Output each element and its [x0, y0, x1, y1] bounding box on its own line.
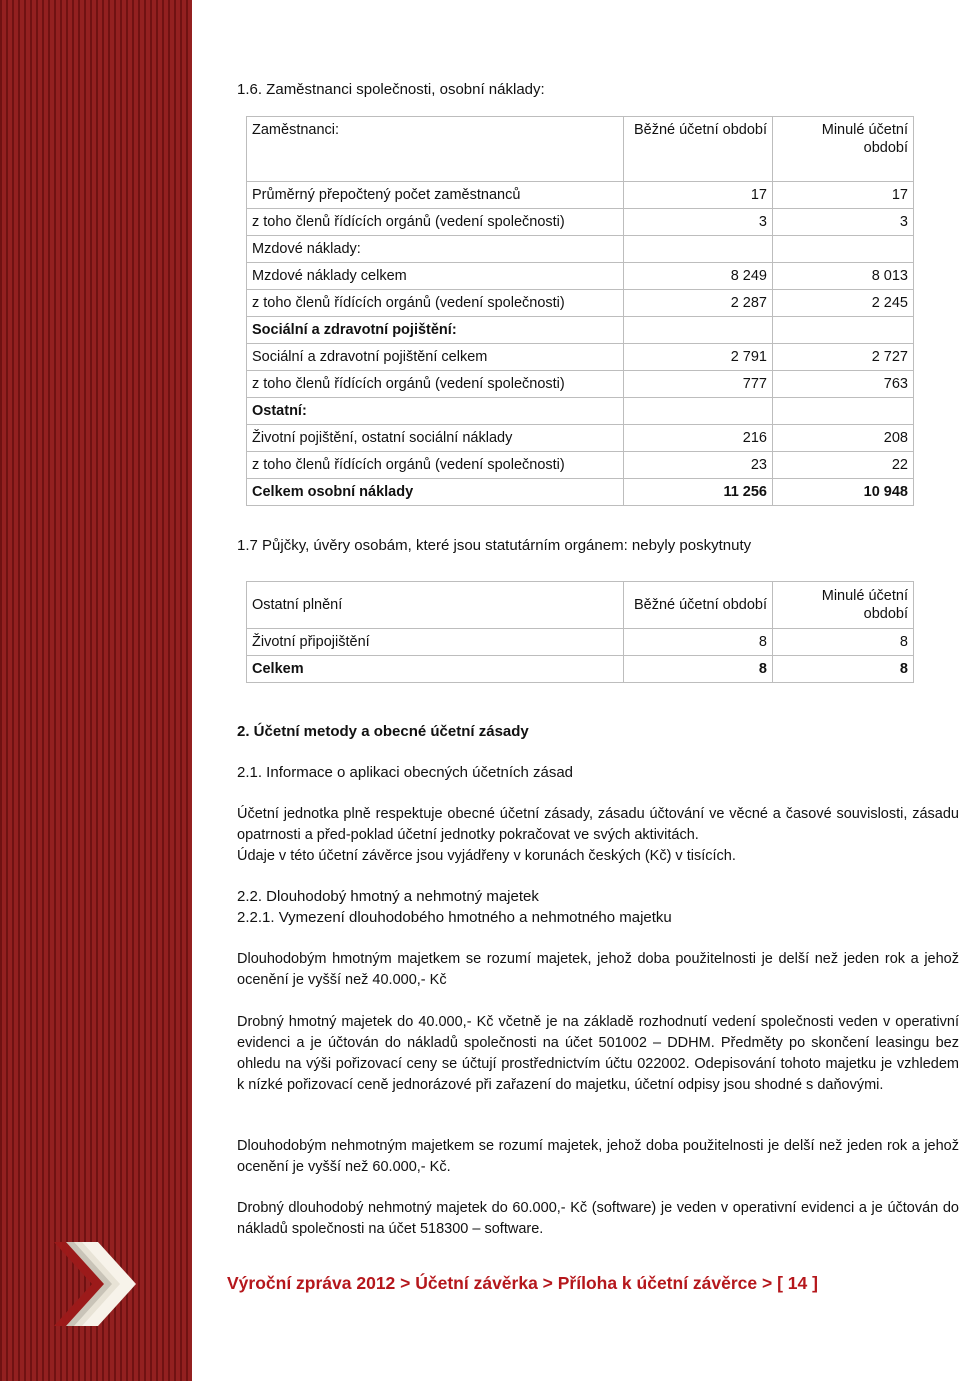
header-current-period: Běžné účetní období — [624, 117, 773, 182]
section-2-heading: 2. Účetní metody a obecné účetní zásady — [237, 723, 529, 740]
decorative-side-band — [0, 0, 192, 1381]
row-current-value: 23 — [624, 452, 773, 479]
row-label: Sociální a zdravotní pojištění celkem — [247, 344, 624, 371]
row-previous-value — [773, 236, 914, 263]
row-previous-value — [773, 317, 914, 344]
header-label: Zaměstnanci: — [252, 122, 340, 138]
row-previous-value: 8 013 — [773, 263, 914, 290]
table-row — [247, 371, 914, 398]
table-row — [247, 344, 914, 371]
table-row — [247, 236, 914, 263]
row-label: Sociální a zdravotní pojištění: — [247, 317, 624, 344]
row-label: Celkem osobní náklady — [247, 479, 624, 506]
table-row — [247, 629, 914, 656]
row-previous-value: 763 — [773, 371, 914, 398]
table-row — [247, 425, 914, 452]
row-current-value — [624, 398, 773, 425]
row-current-value: 3 — [624, 209, 773, 236]
row-label: Ostatní: — [247, 398, 624, 425]
row-current-value: 11 256 — [624, 479, 773, 506]
row-label: z toho členů řídících orgánů (vedení společnosti) — [247, 371, 624, 398]
row-previous-value: 17 — [773, 182, 914, 209]
row-label: Životní pojištění, ostatní sociální náklady — [247, 425, 624, 452]
row-current-value: 8 — [624, 656, 773, 683]
row-current-value: 8 — [624, 629, 773, 656]
paragraph-line: Účetní jednotka plně respektuje obecné účetní zásady, zásadu účtování ve věcné a časové souvislosti, zásadu opatrnosti a před-poklad účetní jednotky pokračovat ve svých aktivitách. — [237, 806, 959, 843]
table-row — [247, 290, 914, 317]
row-previous-value: 8 — [773, 656, 914, 683]
side-band-gap — [192, 0, 198, 1381]
footer-breadcrumb: Výroční zpráva 2012 > Účetní závěrka > Příloha k účetní závěrce > [ 14 ] — [227, 1273, 818, 1293]
row-previous-value: 208 — [773, 425, 914, 452]
row-previous-value — [773, 398, 914, 425]
table-row — [247, 656, 914, 683]
row-current-value — [624, 236, 773, 263]
table-row — [247, 209, 914, 236]
row-current-value: 2 287 — [624, 290, 773, 317]
table-row — [247, 479, 914, 506]
row-current-value: 216 — [624, 425, 773, 452]
header-current-period: Běžné účetní období — [624, 582, 773, 629]
table-row — [247, 398, 914, 425]
row-label: z toho členů řídících orgánů (vedení společnosti) — [247, 290, 624, 317]
header-previous-period: Minulé účetní období — [773, 582, 914, 629]
row-previous-value: 10 948 — [773, 479, 914, 506]
table-row — [247, 263, 914, 290]
row-current-value — [624, 317, 773, 344]
row-previous-value: 2 245 — [773, 290, 914, 317]
table-row — [247, 317, 914, 344]
table-row — [247, 452, 914, 479]
employees-costs-table — [246, 116, 914, 506]
row-label: Životní připojištění — [247, 629, 624, 656]
row-previous-value: 3 — [773, 209, 914, 236]
header-label-cell — [247, 117, 624, 182]
paragraph-2-1 — [237, 804, 959, 867]
row-label: Mzdové náklady: — [247, 236, 624, 263]
row-current-value: 2 791 — [624, 344, 773, 371]
row-current-value: 17 — [624, 182, 773, 209]
header-label-cell — [247, 582, 624, 629]
row-current-value: 777 — [624, 371, 773, 398]
paragraph-small-tangible-assets: Drobný hmotný majetek do 40.000,- Kč včetně je na základě rozhodnutí vedení společnosti veden v operativní evidenci a je účtován do nákladů společnosti na účet 501002 – DDHM. Předměty po skončení leasingu bez ohledu na výši pořizovací ceny se účtují prostřednictvím účtu 022002. Odepisování tohoto majetku je vzhledem k nízké pořizovací ceně jednorázové při zařazení do majetku, účetní odpisy jsou shodné s daňovými. — [237, 1014, 959, 1093]
paragraph-intangible-assets: Dlouhodobým nehmotným majetkem se rozumí majetek, jehož doba použitelnosti je delší než jeden rok a jehož ocenění je vyšší než 60.000,- Kč. — [237, 1138, 959, 1175]
header-label: Ostatní plnění — [252, 597, 343, 613]
paragraph-line: Údaje v této účetní závěrce jsou vyjádřeny v korunách českých (Kč) v tisících. — [237, 848, 736, 864]
row-current-value: 8 249 — [624, 263, 773, 290]
section-1-7-heading: 1.7 Půjčky, úvěry osobám, které jsou statutárním orgánem: nebyly poskytnuty — [237, 537, 752, 554]
row-label: Celkem — [247, 656, 624, 683]
row-previous-value: 2 727 — [773, 344, 914, 371]
section-2-2-heading: 2.2. Dlouhodobý hmotný a nehmotný majetek — [237, 888, 539, 905]
section-1-6-heading: 1.6. Zaměstnanci společnosti, osobní náklady: — [237, 81, 545, 98]
chevron-arrow-icon — [52, 1238, 142, 1328]
section-2-1-heading: 2.1. Informace o aplikaci obecných účetních zásad — [237, 764, 574, 781]
table-header-row — [247, 117, 914, 182]
row-label: z toho členů řídících orgánů (vedení společnosti) — [247, 209, 624, 236]
row-label: Mzdové náklady celkem — [247, 263, 624, 290]
paragraph-small-intangible-assets: Drobný dlouhodobý nehmotný majetek do 60.000,- Kč (software) je veden v operativní evidenci a je účtován do nákladů společnosti na účet 518300 – software. — [237, 1200, 959, 1237]
row-label: z toho členů řídících orgánů (vedení společnosti) — [247, 452, 624, 479]
paragraph-tangible-assets: Dlouhodobým hmotným majetkem se rozumí majetek, jehož doba použitelnosti je delší než jeden rok a jehož ocenění je vyšší než 40.000,- Kč — [237, 951, 959, 988]
table-header-row — [247, 582, 914, 629]
other-benefits-table — [246, 581, 914, 683]
section-2-2-1-heading: 2.2.1. Vymezení dlouhodobého hmotného a nehmotného majetku — [237, 909, 672, 926]
row-previous-value: 8 — [773, 629, 914, 656]
row-label: Průměrný přepočtený počet zaměstnanců — [247, 182, 624, 209]
row-previous-value: 22 — [773, 452, 914, 479]
header-previous-period: Minulé účetní období — [773, 117, 914, 182]
table-row — [247, 182, 914, 209]
